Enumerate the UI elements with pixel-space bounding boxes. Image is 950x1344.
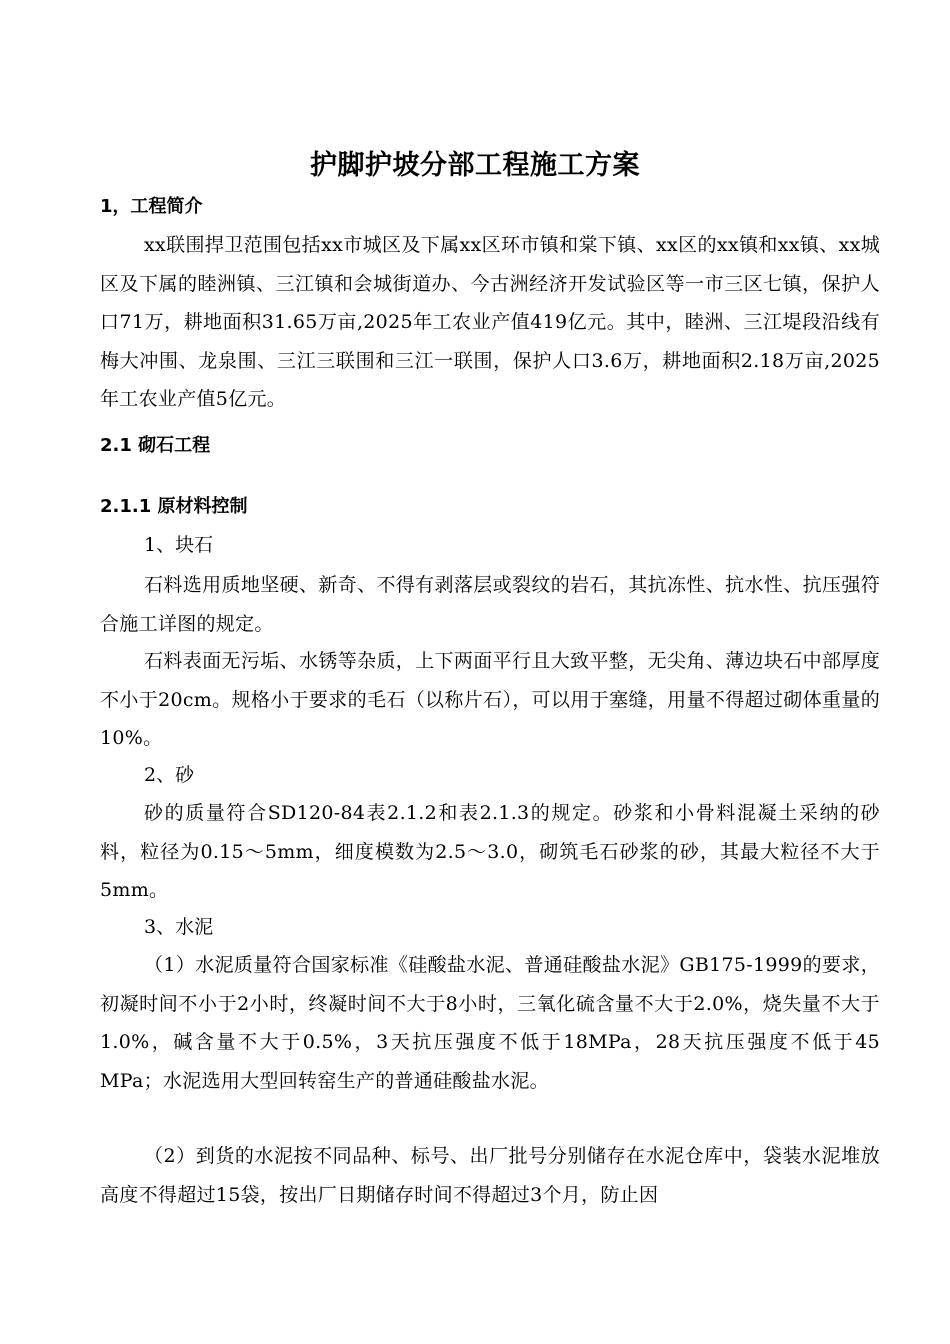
block-stone-paragraph-2: 石料表面无污垢、水锈等杂质，上下两面平行且大致平整，无尖角、薄边块石中部厚度不小于20cm。规格小于要求的毛石（以称片石），可以用于塞缝，用量不得超过砌体重量的10%。 (100, 650, 880, 750)
document-title: 护脚护坡分部工程施工方案 (310, 150, 640, 181)
cement-paragraph-1: （1）水泥质量符合国家标准《硅酸盐水泥、普通硅酸盐水泥》GB175-1999的要求，初凝时间不小于2小时，终凝时间不大于8小时，三氧化硫含量不大于2.0%，烧失量不大于1.0%，碱含量不大于0.5%，3天抗压强度不低于18MPa，28天抗压强度不低于45 MPa；水泥选用大型回转窑生产的普通硅酸盐水泥。 (100, 954, 880, 1092)
sand-paragraph: 砂的质量符合SD120-84表2.1.2和表2.1.3的规定。砂浆和小骨料混凝土采纳的砂料，粒径为0.15～5mm，细度模数为2.5～3.0，砌筑毛石砂浆的砂，其最大粒径不大于5mm。 (100, 802, 880, 902)
section-heading-material-control: 2.1.1 原材料控制 (100, 496, 248, 517)
item-label-cement: 3、水泥 (144, 916, 214, 938)
project-overview-paragraph: xx联围捍卫范围包括xx市城区及下属xx区环市镇和棠下镇、xx区的xx镇和xx镇、xx城区及下属的睦洲镇、三江镇和会城街道办、今古洲经济开发试验区等一市三区七镇，保护人口71万，耕地面积31.65万亩,2025年工农业产值419亿元。其中，睦洲、三江堤段沿线有梅大冲围、龙泉围、三江三联围和三江一联围，保护人口3.6万，耕地面积2.18万亩,2025年工农业产值5亿元。 (100, 234, 880, 411)
section-heading-project-overview: 1，工程简介 (100, 196, 203, 217)
block-stone-paragraph-1: 石料选用质地坚硬、新奇、不得有剥落层或裂纹的岩石，其抗冻性、抗水性、抗压强符合施工详图的规定。 (100, 574, 880, 635)
item-label-sand: 2、砂 (144, 764, 195, 786)
section-heading-masonry: 2.1 砌石工程 (100, 435, 211, 456)
cement-paragraph-2: （2）到货的水泥按不同品种、标号、出厂批号分别储存在水泥仓库中，袋装水泥堆放高度不得超过15袋，按出厂日期储存时间不得超过3个月，防止因 (100, 1145, 880, 1206)
item-label-block-stone: 1、块石 (144, 534, 214, 556)
